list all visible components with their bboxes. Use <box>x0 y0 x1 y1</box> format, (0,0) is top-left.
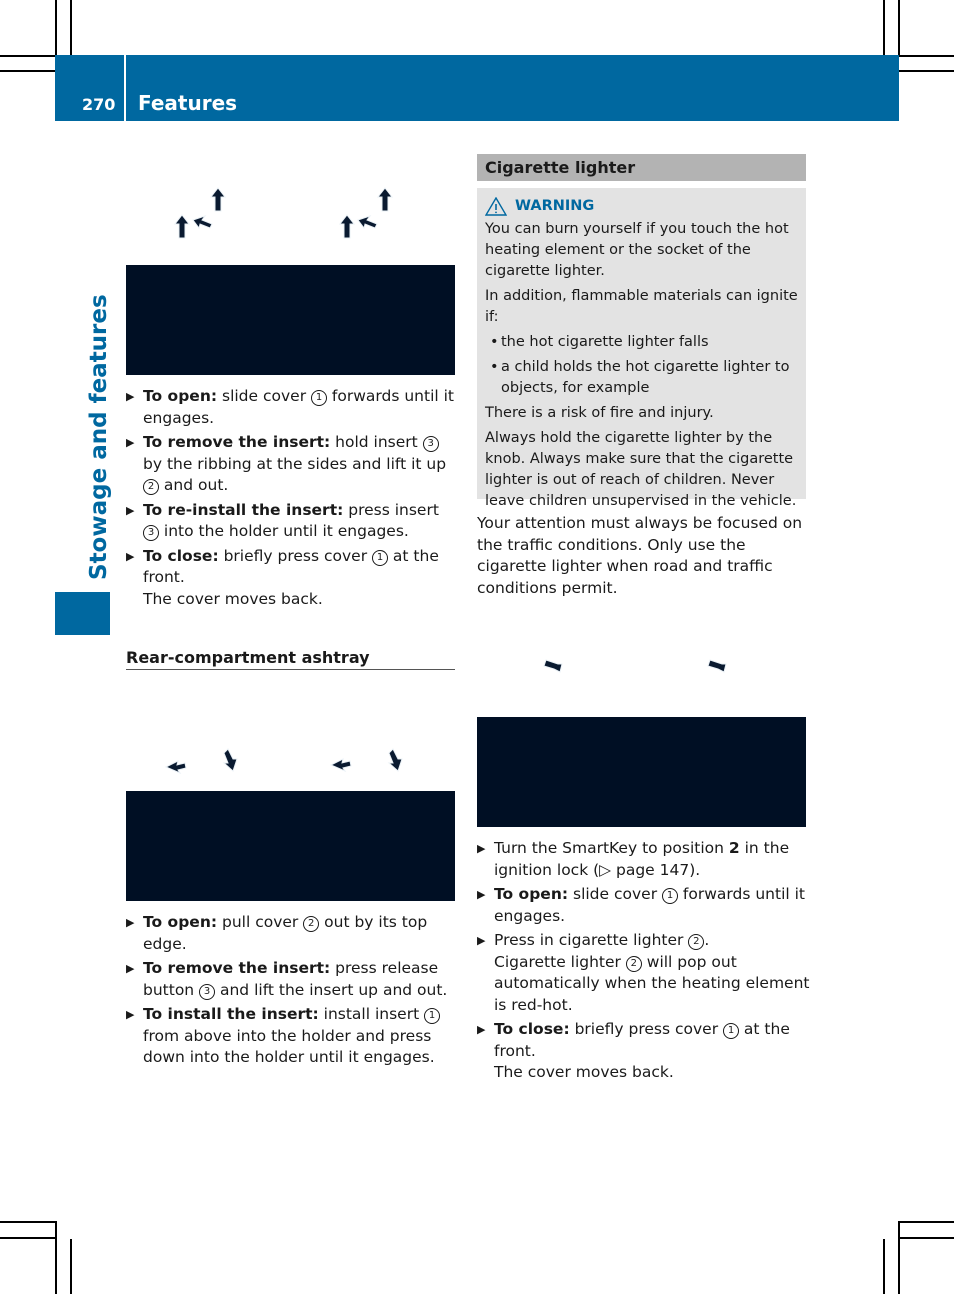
warning-text: Always hold the cigarette lighter by the knob. Always make sure that the cigarette lighter is out of reach of children. Never leave children unsupervised in the vehicle. <box>485 430 797 509</box>
page-title: Features <box>138 91 238 115</box>
warning-text: You can burn yourself if you touch the hot heating element or the socket of the cigarette lighter. <box>485 221 789 279</box>
list-item: • the hot cigarette lighter falls <box>485 332 798 353</box>
step-label: To open: <box>494 885 569 903</box>
crop-mark <box>899 55 954 57</box>
warning-text: There is a risk of fire and injury. <box>485 405 714 421</box>
step-result: The cover moves back. <box>494 1063 674 1081</box>
crop-mark <box>70 1239 72 1294</box>
list-item <box>126 432 458 497</box>
list-item <box>126 1004 458 1069</box>
step-text: briefly press cover <box>569 1020 723 1038</box>
step-text: at the front. <box>143 546 439 586</box>
step-label: To remove the insert: <box>143 959 331 977</box>
step-label: To install the insert: <box>143 1005 319 1023</box>
step-text: slide cover <box>217 387 311 405</box>
list-item <box>126 912 458 955</box>
list-item <box>126 500 458 543</box>
rear-ashtray-illustration <box>126 791 455 901</box>
step-text: slide cover <box>568 885 662 903</box>
crop-mark <box>898 0 900 55</box>
front-ashtray-arrows <box>160 180 420 250</box>
list-item <box>477 1019 812 1084</box>
rear-ashtray-steps <box>126 912 458 1072</box>
header-divider <box>124 55 126 121</box>
warning-box <box>477 188 806 509</box>
warning-label: WARNING <box>515 197 595 214</box>
warning-list <box>485 332 798 399</box>
callout-number: 1 <box>424 1008 440 1024</box>
crop-mark <box>0 1221 55 1223</box>
step-text: press release button <box>143 959 439 999</box>
crop-mark <box>70 0 72 55</box>
step-arrow-icon: ▶ <box>126 962 135 975</box>
rear-ashtray-heading: Rear-compartment ashtray <box>126 648 455 670</box>
side-tab-marker <box>55 592 110 635</box>
step-arrow-icon: ▶ <box>126 916 135 929</box>
callout-number: 1 <box>311 390 327 406</box>
cigarette-lighter-illustration <box>477 717 806 827</box>
step-arrow-icon: ▶ <box>126 390 135 403</box>
step-text: out by its top edge. <box>143 913 428 953</box>
step-text: into the holder until it engages. <box>159 522 409 540</box>
warning-triangle-icon <box>485 197 507 216</box>
step-arrow-icon: ▶ <box>477 842 486 855</box>
attention-paragraph: Your attention must always be focused on the traffic conditions. Only use the cigarette lighter when road and traffic conditions permit. <box>477 514 803 597</box>
crop-mark <box>55 0 57 55</box>
warning-text: In addition, flammable materials can ignite if: <box>485 288 798 325</box>
step-arrow-icon: ▶ <box>477 934 486 947</box>
step-arrow-icon: ▶ <box>477 888 486 901</box>
list-item <box>477 838 812 881</box>
step-text: at the front. <box>494 1020 790 1060</box>
callout-number: 1 <box>372 550 388 566</box>
step-result: The cover moves back. <box>143 589 323 608</box>
cigarette-lighter-steps <box>477 838 812 1087</box>
front-ashtray-steps <box>126 386 458 613</box>
cigarette-lighter-heading: Cigarette lighter <box>477 154 806 181</box>
step-text: by the ribbing at the sides and lift it up <box>143 454 447 473</box>
crop-mark <box>899 70 954 72</box>
front-ashtray-illustration <box>126 265 455 375</box>
step-text: forwards until it engages. <box>143 387 455 427</box>
crop-mark <box>0 55 55 57</box>
step-label: To close: <box>143 546 219 565</box>
warning-title <box>485 193 798 219</box>
step-text: . <box>704 931 710 949</box>
step-label: To remove the insert: <box>143 433 331 451</box>
step-text: press insert <box>343 500 439 519</box>
step-arrow-icon: ▶ <box>126 1008 135 1021</box>
crop-mark <box>0 70 55 72</box>
callout-number: 2 <box>143 479 159 495</box>
list-item <box>477 930 812 1016</box>
list-item: • a child holds the hot cigarette lighter to objects, for example <box>485 357 798 399</box>
crop-mark <box>0 1237 55 1239</box>
callout-number: 3 <box>143 525 159 541</box>
step-result: Cigarette lighter <box>494 952 626 971</box>
callout-number: 3 <box>423 436 439 452</box>
rear-ashtray-arrows <box>160 745 420 790</box>
callout-number: 2 <box>626 956 642 972</box>
step-label: To re-install the insert: <box>143 500 344 519</box>
crop-mark <box>899 1237 954 1239</box>
list-item <box>477 884 812 927</box>
callout-number: 1 <box>723 1023 739 1039</box>
crop-mark <box>883 1239 885 1294</box>
callout-number: 3 <box>199 984 215 1000</box>
crop-mark <box>898 1221 900 1294</box>
step-text: install insert <box>318 1005 425 1023</box>
page-number: 270 <box>82 95 116 114</box>
cigarette-lighter-arrows <box>530 650 780 680</box>
step-result: will pop out automatically when the heating element is red-hot. <box>494 952 810 1014</box>
step-text: Press in cigarette lighter <box>494 931 689 949</box>
step-text: from above into the holder and press down into the holder until it engages. <box>143 1026 435 1066</box>
step-label: 2 <box>728 839 740 857</box>
step-label: To open: <box>143 913 218 931</box>
list-item <box>126 546 458 611</box>
list-item <box>126 958 458 1001</box>
step-text: briefly press cover <box>218 546 372 565</box>
step-arrow-icon: ▶ <box>477 1023 486 1036</box>
list-item <box>126 386 458 429</box>
step-text: and lift the insert up and out. <box>215 980 448 999</box>
callout-number: 2 <box>688 934 704 950</box>
step-text: and out. <box>159 476 229 494</box>
crop-mark <box>883 0 885 55</box>
crop-mark <box>55 1221 57 1294</box>
step-text: hold insert <box>330 433 423 451</box>
step-label: To close: <box>494 1020 570 1038</box>
step-arrow-icon: ▶ <box>126 436 135 449</box>
callout-number: 2 <box>303 916 319 932</box>
step-text: forwards until it engages. <box>494 885 806 925</box>
side-tab-label: Stowage and features <box>86 294 112 580</box>
step-arrow-icon: ▶ <box>126 503 135 517</box>
step-text: in the ignition lock (▷ page 147). <box>494 839 790 879</box>
step-text: pull cover <box>217 913 304 931</box>
step-text: Turn the SmartKey to position <box>494 839 729 857</box>
step-arrow-icon: ▶ <box>126 549 135 563</box>
callout-number: 1 <box>662 888 678 904</box>
crop-mark <box>899 1221 954 1223</box>
step-label: To open: <box>143 387 218 405</box>
